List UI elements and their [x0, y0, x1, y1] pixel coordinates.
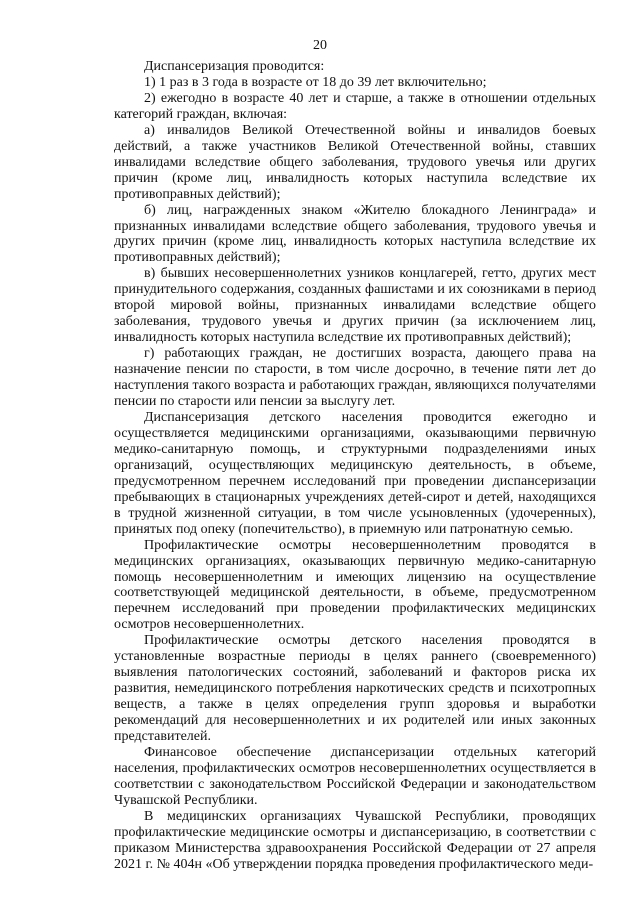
page-number: 20: [313, 38, 327, 53]
paragraph-item-2: 2) ежегодно в возрасте 40 лет и старше, а также в отношении отдельных категорий граждан, включая:: [114, 90, 596, 122]
paragraph-chuvash-organizations: В медицинских организациях Чувашской Республики, проводящих профилактические медицинские осмотры и диспансеризацию, в соответствии с приказом Министерства здравоохранения Российской Федерации от 27 апреля 2021 г. № 404н «Об утверждении порядка проведения профилактического меди-: [114, 808, 596, 872]
paragraph-subitem-a: а) инвалидов Великой Отечественной войны и инвалидов боевых действий, а также участников Великой Отечественной войны, ставших инвалидами вследствие общего заболевания, трудового увечья или других причин (кроме лиц, инвалидность которых наступила вследствие их противоправных действий);: [114, 122, 596, 202]
paragraph-subitem-g: г) работающих граждан, не достигших возраста, дающего права на назначение пенсии по старости, в том числе досрочно, в течение пяти лет до наступления такого возраста и работающих граждан, являющихся получателями пенсии по старости или пенсии за выслугу лет.: [114, 346, 596, 410]
paragraph-dispanserization-intro: Диспансеризация проводится:: [144, 59, 325, 74]
paragraph-minor-checkups: Профилактические осмотры несовершеннолетним проводятся в медицинских организациях, оказывающих первичную медико-санитарную помощь несовершеннолетним и имеющих лицензию на осуществление соответствующей медицинской деятельности, в объеме, предусмотренном перечнем исследований при проведении профилактических медицинских осмотров несовершеннолетних.: [114, 537, 596, 633]
paragraph-item-1: 1) 1 раз в 3 года в возрасте от 18 до 39 лет включительно;: [144, 74, 487, 90]
document-body: [114, 59, 596, 873]
paragraph-children-checkups: Профилактические осмотры детского населения проводятся в установленные возрастные периоды в целях раннего (своевременного) выявления патологических состояний, заболеваний и факторов риска их развития, немедицинского потребления наркотических средств и психотропных веществ, а также в целях определения групп здоровья и выработки рекомендаций для несовершеннолетних и их родителей или иных законных представителей.: [114, 633, 596, 745]
paragraph-subitem-b: б) лиц, награжденных знаком «Жителю блокадного Ленинграда» и признанных инвалидами вследствие общего заболевания, трудового увечья и других причин (кроме лиц, инвалидность которых наступила вследствие их противоправных действий);: [114, 202, 596, 266]
paragraph-financing: Финансовое обеспечение диспансеризации отдельных категорий населения, профилактических осмотров несовершеннолетних осуществляется в соответствии с законодательством Российской Федерации и законодательством Чувашской Республики.: [114, 744, 596, 808]
paragraph-subitem-v: в) бывших несовершеннолетних узников концлагерей, гетто, других мест принудительного содержания, созданных фашистами и их союзниками в период второй мировой войны, признанных инвалидами вследствие общего заболевания, трудового увечья и других причин (за исключением лиц, инвалидность которых наступила вследствие их противоправных действий);: [114, 266, 596, 346]
paragraph-children-dispanserization: Диспансеризация детского населения проводится ежегодно и осуществляется медицинскими организациями, оказывающими первичную медико-санитарную помощь, и структурными подразделениями иных организаций, осуществляющих медицинскую деятельность, в объеме, предусмотренном перечнем исследований при проведении диспансеризации пребывающих в стационарных учреждениях детей-сирот и детей, находящихся в трудной жизненной ситуации, в том числе усыновленных (удочеренных), принятых под опеку (попечительство), в приемную или патронатную семью.: [114, 409, 596, 537]
